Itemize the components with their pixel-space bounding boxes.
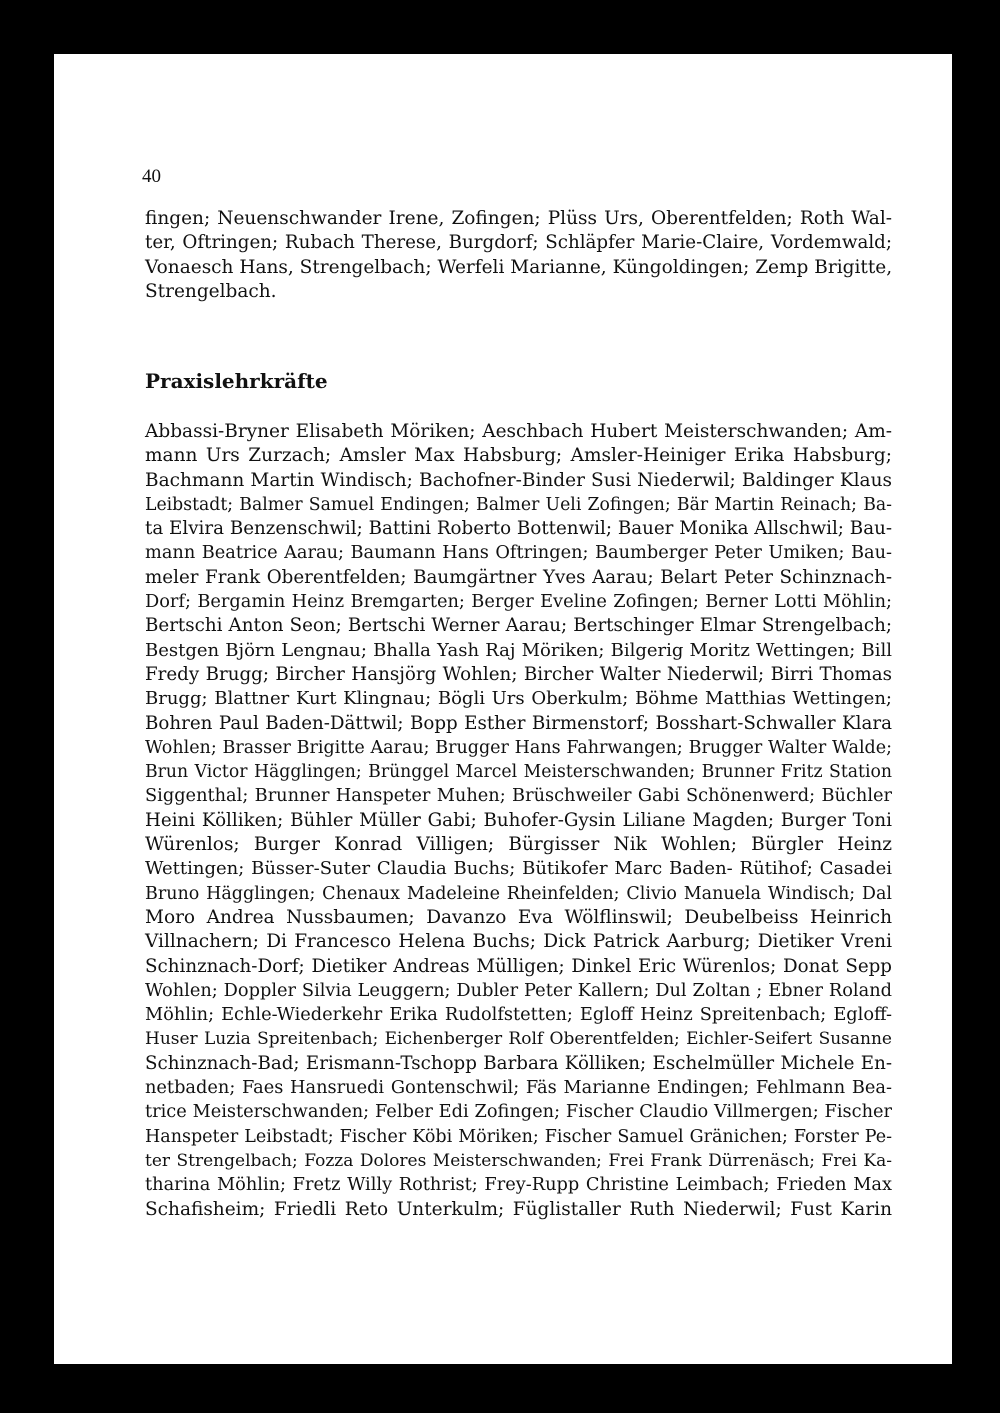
text-line: Hanspeter Leibstadt; Fischer Köbi Möriken; Fischer Samuel Gränichen; Forster Pe- <box>145 1126 892 1147</box>
text-line: Abbassi-Bryner Elisabeth Möriken; Aeschbach Hubert Meisterschwanden; Am- <box>145 421 892 442</box>
text-line: Fredy Brugg; Bircher Hansjörg Wohlen; Bircher Walter Niederwil; Birri Thomas <box>145 663 892 685</box>
text-line: mann Beatrice Aarau; Baumann Hans Oftringen; Baumberger Peter Umiken; Bau- <box>145 543 892 564</box>
text-line: Villnachern; Di Francesco Helena Buchs; Dick Patrick Aarburg; Dietiker Vreni <box>145 931 892 953</box>
text-line: fingen; Neuenschwander Irene, Zofingen; Plüss Urs, Oberentfelden; Roth Wal- <box>145 208 892 229</box>
text-line: Schinznach-Bad; Erismann-Tschopp Barbara Kölliken; Eschelmüller Michele En- <box>145 1052 892 1074</box>
text-line: Strengelbach. <box>145 280 277 302</box>
text-line: mann Urs Zurzach; Amsler Max Habsburg; Amsler-Heiniger Erika Habsburg; <box>145 445 892 467</box>
section-heading: Praxislehrkräfte <box>145 369 328 393</box>
text-line: Wohlen; Brasser Brigitte Aarau; Brugger Hans Fahrwangen; Brugger Walter Walde; <box>145 737 892 758</box>
text-line: Möhlin; Echle-Wiederkehr Erika Rudolfstetten; Egloff Heinz Spreitenbach; Egloff- <box>145 1005 892 1026</box>
text-line: ter Strengelbach; Fozza Dolores Meisterschwanden; Frei Frank Dürrenäsch; Frei Ka- <box>145 1150 892 1171</box>
text-line: Leibstadt; Balmer Samuel Endingen; Balmer Ueli Zofingen; Bär Martin Reinach; Ba- <box>145 494 892 515</box>
text-line: Schinznach-Dorf; Dietiker Andreas Mülligen; Dinkel Eric Würenlos; Donat Sepp <box>145 955 892 977</box>
text-line: Bachmann Martin Windisch; Bachofner-Binder Susi Niederwil; Baldinger Klaus <box>145 469 892 491</box>
text-line: ta Elvira Benzenschwil; Battini Roberto Bottenwil; Bauer Monika Allschwil; Bau- <box>145 518 892 540</box>
text-line: Heini Kölliken; Bühler Müller Gabi; Buhofer-Gysin Liliane Magden; Burger Toni <box>145 809 892 831</box>
text-line: Bruno Hägglingen; Chenaux Madeleine Rheinfelden; Clivio Manuela Windisch; Dal <box>145 883 892 904</box>
text-line: Siggenthal; Brunner Hanspeter Muhen; Brüschweiler Gabi Schönenwerd; Büchler <box>145 786 892 807</box>
text-line: trice Meisterschwanden; Felber Edi Zofingen; Fischer Claudio Villmergen; Fischer <box>145 1102 892 1123</box>
text-line: Brugg; Blattner Kurt Klingnau; Bögli Urs Oberkulm; Böhme Matthias Wettingen; <box>145 688 892 710</box>
text-line: Dorf; Bergamin Heinz Bremgarten; Berger Eveline Zofingen; Berner Lotti Möhlin; <box>145 592 892 613</box>
document-page <box>54 54 952 1364</box>
text-line: Bohren Paul Baden-Dättwil; Bopp Esther Birmenstorf; Bosshart-Schwaller Klara <box>145 712 892 734</box>
text-line: netbaden; Faes Hansruedi Gontenschwil; Fäs Marianne Endingen; Fehlmann Bea- <box>145 1078 892 1099</box>
text-line: ter, Oftringen; Rubach Therese, Burgdorf; Schläpfer Marie-Claire, Vordemwald; <box>145 232 892 254</box>
text-line: Schafisheim; Friedli Reto Unterkulm; Füglistaller Ruth Niederwil; Fust Karin <box>145 1198 892 1220</box>
text-line: Wohlen; Doppler Silvia Leuggern; Dubler Peter Kallern; Dul Zoltan ; Ebner Roland <box>145 980 892 1001</box>
text-line: Bertschi Anton Seon; Bertschi Werner Aarau; Bertschinger Elmar Strengelbach; <box>145 615 892 637</box>
text-line: Bestgen Björn Lengnau; Bhalla Yash Raj Möriken; Bilgerig Moritz Wettingen; Bill <box>145 639 892 661</box>
text-line: Wettingen; Büsser-Suter Claudia Buchs; Bütikofer Marc Baden- Rütihof; Casadei <box>145 858 892 880</box>
text-line: Moro Andrea Nussbaumen; Davanzo Eva Wölflinswil; Deubelbeiss Heinrich <box>145 906 892 928</box>
page-number: 40 <box>142 166 161 187</box>
intro-paragraph <box>145 207 892 304</box>
praxislehrkraefte-paragraph <box>145 420 892 1222</box>
text-line: Vonaesch Hans, Strengelbach; Werfeli Marianne, Küngoldingen; Zemp Brigitte, <box>145 256 893 278</box>
text-line: Brun Victor Hägglingen; Brünggel Marcel Meisterschwanden; Brunner Fritz Station <box>145 762 892 783</box>
text-line: Würenlos; Burger Konrad Villigen; Bürgisser Nik Wohlen; Bürgler Heinz <box>145 834 892 856</box>
text-line: tharina Möhlin; Fretz Willy Rothrist; Frey-Rupp Christine Leimbach; Frieden Max <box>145 1175 892 1196</box>
text-line: Huser Luzia Spreitenbach; Eichenberger Rolf Oberentfelden; Eichler-Seifert Susanne <box>145 1029 892 1050</box>
text-line: meler Frank Oberentfelden; Baumgärtner Yves Aarau; Belart Peter Schinznach- <box>145 566 892 588</box>
